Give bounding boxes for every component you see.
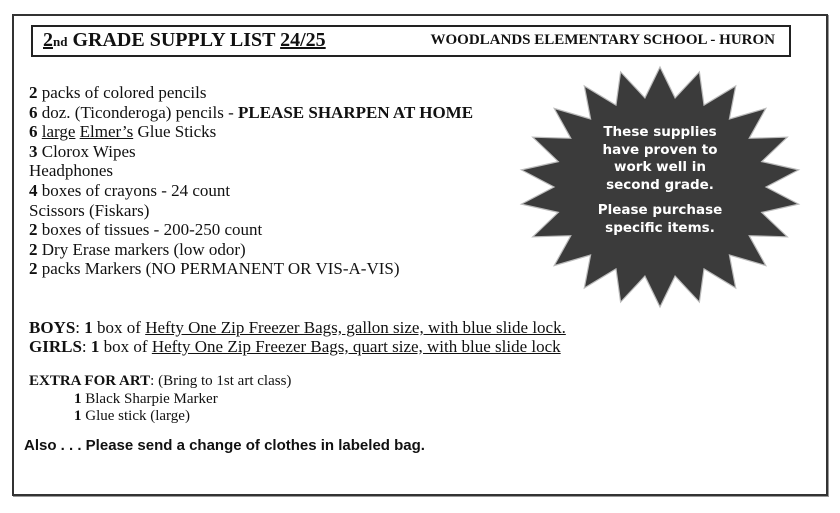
list-item: 1 Glue stick (large) (74, 408, 190, 424)
title-banner (31, 25, 791, 57)
boys-line: BOYS: 1 box of Hefty One Zip Freezer Bags, gallon size, with blue slide lock. (29, 318, 566, 337)
list-item: 1 Black Sharpie Marker (74, 390, 218, 407)
list-item: 6 doz. (Ticonderoga) pencils - PLEASE SHARPEN AT HOME (29, 102, 474, 122)
list-item: 2 packs Markers (NO PERMANENT OR VIS-A-VIS) (29, 259, 400, 279)
art-section (29, 373, 291, 426)
list-item: 4 boxes of crayons - 24 count (29, 180, 231, 200)
list-item: Scissors (Fiskars) (29, 200, 150, 220)
girls-line: GIRLS: 1 box of Hefty One Zip Freezer Bags, quart size, with blue slide lock (29, 337, 561, 356)
school-name: WOODLANDS ELEMENTARY SCHOOL - HURON (430, 32, 775, 48)
list-item: 3 Clorox Wipes (29, 141, 136, 161)
list-item: 2 packs of colored pencils (29, 83, 207, 102)
list-item: Headphones (29, 161, 114, 181)
grade-suffix: nd (53, 34, 68, 49)
list-item: 6 large Elmer’s Glue Sticks (29, 122, 217, 142)
art-heading: EXTRA FOR ART: (Bring to 1st art class) (29, 373, 292, 389)
starburst-text: These supplies have proven to work well in second grade. Please purchase specific items. (597, 124, 723, 236)
grade-number: 2 (43, 29, 53, 51)
page-title (43, 29, 326, 52)
bags-section (29, 318, 566, 356)
school-year: 24/25 (280, 29, 326, 51)
list-item: 2 Dry Erase markers (low odor) (29, 239, 246, 259)
title-text: GRADE SUPPLY LIST (67, 29, 281, 51)
clothes-note: Also . . . Please send a change of clothes in labeled bag. (24, 437, 425, 454)
list-item: 2 boxes of tissues - 200-250 count (29, 220, 263, 240)
supply-list (29, 83, 473, 279)
